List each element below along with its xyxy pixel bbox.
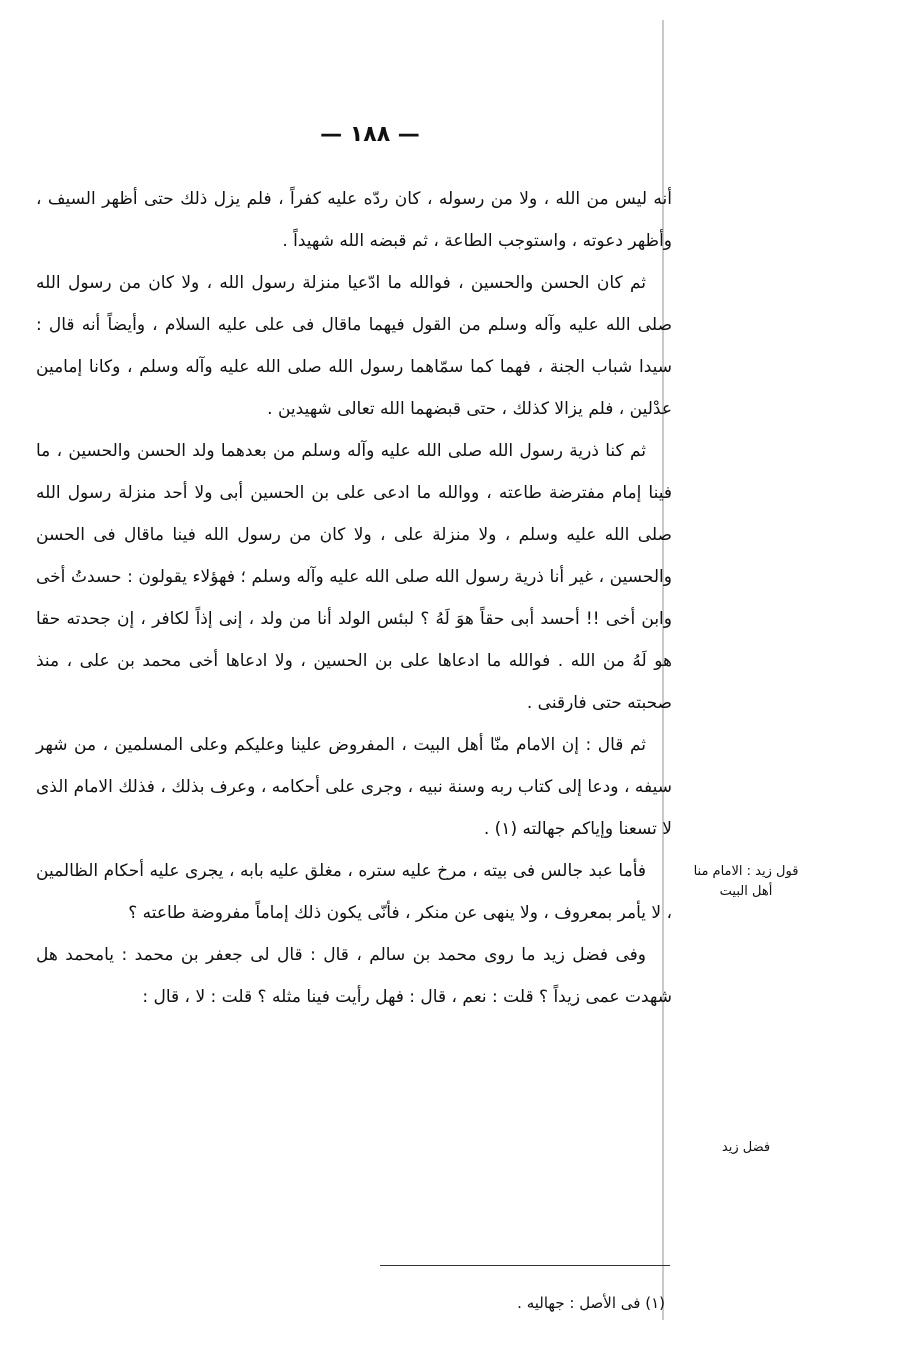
paragraph-5: فأما عبد جالس فى بيته ، مرخ عليه ستره ، مغلق عليه بابه ، يجرى عليه أحكام الظالمين ، لا يأمر بمعروف ، ولا ينهى عن منكر ، فأنّى يكون ذلك إماماً مفروضة طاعته ؟ [36,861,672,923]
paragraph-2: ثم كان الحسن والحسين ، فوالله ما ادّعيا منزلة رسول الله ، ولا كان من رسول الله صلى الله عليه وآله وسلم من القول فيهما ماقال فى على عليه السلام ، وأيضاً أنه قال : سيدا شباب الجنة ، فهما كما سمّاهما رسول الله صلى الله عليه وآله وسلم ، وكانا إمامين عدْلين ، فلم يزالا كذلك ، حتى قبضهما الله تعالى شهيدين . [36,273,672,419]
paragraph-1: أنه ليس من الله ، ولا من رسوله ، كان ردّه عليه كفراً ، فلم يزل ذلك حتى أظهر السيف ، وأظهر دعوته ، واستوجب الطاعة ، ثم قبضه الله شهيداً . [36,189,672,251]
main-text [36,178,672,1018]
paragraph-4: ثم قال : إن الامام منّا أهل البيت ، المفروض علينا وعليكم وعلى المسلمين ، من شهر سيفه ، ودعا إلى كتاب ربه وسنة نبيه ، وجرى على أحكامه ، وعرف بذلك ، فذلك الامام الذى لا تسعنا وإياكم جهالته (١) . [36,735,672,839]
footnote: (١) فى الأصل : جهاليه . [517,1294,665,1312]
paragraph-3: ثم كنا ذرية رسول الله صلى الله عليه وآله وسلم من بعدهما ولد الحسن والحسين ، ما فينا إمام مفترضة طاعته ، ووالله ما ادعى على بن الحسين أبى ولا أحد منزلة رسول الله صلى الله عليه وسلم ، ولا منزلة على ، ولا كان من رسول الله فينا ماقال فى الحسن والحسين ، غير أنا ذرية رسول الله صلى الله عليه وآله وسلم ؛ فهؤلاء يقولون : حسدتُ أخى وابن أخى !! أحسد أبى حقاً هوَ لَهُ ؟ لبئس الولد أنا من ولد ، إنى إذاً لكافر ، إن جحدته حقا هو لَهُ من الله . فوالله ما ادعاها على بن الحسين ، ولا ادعاها أخى محمد بن على ، منذ صحبته حتى فارقنى . [36,441,672,713]
page-number: — ١٨٨ — [320,122,420,147]
footnote-separator [380,1265,670,1266]
margin-note-zayd-virtue: فضل زيد [721,1140,771,1155]
paragraph-6: وفى فضل زيد ما روى محمد بن سالم ، قال : قال لى جعفر بن محمد : يامحمد هل شهدت عمى زيداً ؟ قلت : نعم ، قال : فهل رأيت فينا مثله ؟ قلت : لا ، قال : [36,945,672,1007]
margin-note-zayd-saying: قول زيد : الامام منا أهل البيت [693,864,799,899]
